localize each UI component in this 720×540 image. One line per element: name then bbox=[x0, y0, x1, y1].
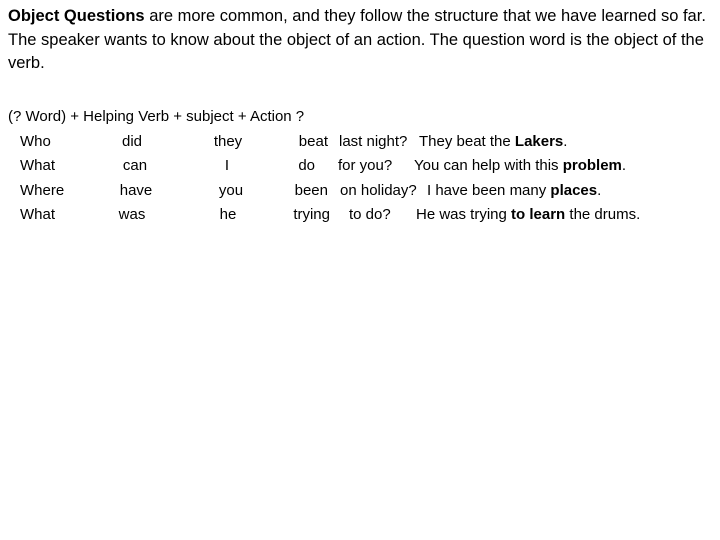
intro-paragraph bbox=[8, 5, 714, 76]
structure-header: (? Word) + Helping Verb + subject + Action ? bbox=[8, 108, 305, 125]
rest-of-question: for you? bbox=[338, 157, 393, 174]
example-row bbox=[8, 206, 714, 231]
example-row bbox=[8, 157, 714, 182]
answer-object: Lakers bbox=[514, 132, 564, 150]
subject: you bbox=[218, 181, 244, 199]
subject: I bbox=[224, 157, 230, 174]
answer bbox=[416, 206, 640, 223]
subject: they bbox=[213, 132, 243, 150]
example-row bbox=[8, 182, 714, 207]
helping-verb: have bbox=[119, 181, 153, 199]
answer bbox=[414, 157, 626, 174]
answer-object: to learn bbox=[511, 206, 566, 223]
answer-text: I have been many bbox=[427, 181, 551, 199]
question-word: Where bbox=[20, 181, 65, 199]
action: beat bbox=[298, 132, 328, 150]
answer-end: the drums. bbox=[565, 206, 641, 223]
intro-bold-lead: Object Questions bbox=[8, 7, 145, 25]
answer-object: places bbox=[550, 181, 598, 199]
helping-verb: did bbox=[121, 132, 143, 150]
answer-end: . bbox=[621, 157, 627, 174]
question-word: What bbox=[20, 157, 56, 174]
structure-header-row bbox=[8, 108, 714, 133]
example-row bbox=[8, 133, 714, 158]
answer-text: He was trying bbox=[416, 206, 512, 223]
rest-of-question: last night? bbox=[339, 132, 408, 150]
answer-object: problem bbox=[562, 157, 622, 174]
subject: he bbox=[219, 206, 237, 223]
answer-text: They beat the bbox=[419, 132, 515, 150]
question-word: What bbox=[20, 206, 56, 223]
answer bbox=[419, 133, 567, 150]
answer bbox=[427, 182, 601, 199]
action: do bbox=[298, 157, 315, 174]
action: trying bbox=[293, 206, 330, 223]
answer-text: You can help with this bbox=[414, 157, 563, 174]
helping-verb: can bbox=[122, 157, 148, 174]
answer-end: . bbox=[563, 132, 568, 150]
answer-end: . bbox=[597, 181, 602, 199]
intro-text: are more common, and they follow the structure that we have learned so far. The speaker wants to know about the object of an action. The question word is the object of the verb. bbox=[8, 7, 706, 72]
rest-of-question: to do? bbox=[349, 206, 391, 223]
helping-verb: was bbox=[118, 206, 146, 223]
rest-of-question: on holiday? bbox=[340, 181, 417, 199]
question-structure-table bbox=[8, 108, 714, 231]
action: been bbox=[294, 181, 328, 199]
question-word: Who bbox=[20, 132, 51, 150]
